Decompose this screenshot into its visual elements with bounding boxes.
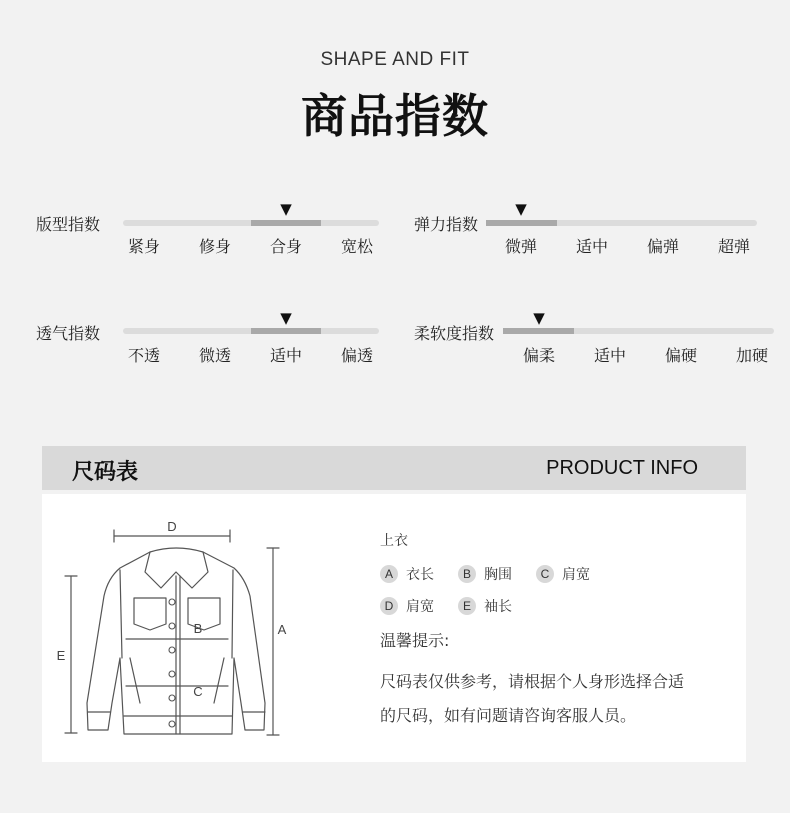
diagram-label-a: A <box>277 622 287 637</box>
breath-track <box>123 328 379 334</box>
diagram-label-c: C <box>193 684 203 699</box>
measure-badge: D <box>380 597 398 615</box>
measure-label: 袖长 <box>484 599 512 615</box>
breath-track-fill <box>251 328 321 334</box>
tips-title: 温馨提示: <box>380 631 450 650</box>
measure-item <box>380 596 434 616</box>
measure-label: 衣长 <box>406 567 434 583</box>
metric-elasticity <box>414 202 790 272</box>
tips-text <box>380 665 740 733</box>
softness-marker-icon: ▼ <box>533 309 545 327</box>
metric-label: 柔软度指数 <box>414 324 495 343</box>
breath-option: 不透 <box>127 346 161 365</box>
breath-option: 适中 <box>269 346 303 365</box>
size-chart-title: 尺码表 <box>72 460 139 485</box>
fit-marker-icon: ▼ <box>280 200 292 218</box>
diagram-label-b: B <box>193 621 203 636</box>
tips-line: 的尺码，如有问题请咨询客服人员。 <box>380 706 637 725</box>
product-info-label: PRODUCT INFO <box>546 457 698 479</box>
measure-label: 胸围 <box>484 567 512 583</box>
diagram-label-e: E <box>56 648 66 663</box>
size-chart-header <box>42 446 746 490</box>
measure-label: 肩宽 <box>406 599 434 615</box>
size-chart-panel <box>42 446 746 762</box>
softness-option: 偏硬 <box>664 346 698 365</box>
softness-option: 偏柔 <box>522 346 556 365</box>
measure-item <box>458 564 512 584</box>
elasticity-option: 微弹 <box>504 237 538 256</box>
metric-label: 版型指数 <box>36 215 101 234</box>
metric-breath <box>36 311 416 381</box>
fit-option: 合身 <box>269 237 303 256</box>
page-title: 商品指数 <box>301 89 489 143</box>
elasticity-track <box>486 220 757 226</box>
fit-track <box>123 220 379 226</box>
elasticity-option: 适中 <box>575 237 609 256</box>
metric-label: 透气指数 <box>36 324 101 343</box>
fit-option: 修身 <box>198 237 232 256</box>
elasticity-option: 超弹 <box>717 237 751 256</box>
fit-track-fill <box>251 220 321 226</box>
category-label: 上衣 <box>380 533 408 549</box>
breath-marker-icon: ▼ <box>280 309 292 327</box>
softness-option: 加硬 <box>735 346 769 365</box>
metric-softness <box>414 311 790 381</box>
metric-label: 弹力指数 <box>414 215 479 234</box>
metric-fit <box>36 202 416 272</box>
jacket-diagram <box>42 498 342 758</box>
size-info <box>380 530 740 733</box>
page-subtitle: SHAPE AND FIT <box>320 49 470 70</box>
fit-option: 紧身 <box>127 237 161 256</box>
measure-item <box>458 596 512 616</box>
breath-option: 偏透 <box>340 346 374 365</box>
tips-line: 尺码表仅供参考，请根据个人身形选择合适 <box>380 672 685 691</box>
measure-label: 肩宽 <box>562 567 590 583</box>
measure-badge: C <box>536 565 554 583</box>
measure-badge: E <box>458 597 476 615</box>
measure-row <box>380 564 740 584</box>
divider <box>42 490 746 494</box>
fit-option: 宽松 <box>340 237 374 256</box>
elasticity-option: 偏弹 <box>646 237 680 256</box>
softness-track <box>503 328 774 334</box>
measure-badge: B <box>458 565 476 583</box>
measure-item <box>380 564 434 584</box>
softness-option: 适中 <box>593 346 627 365</box>
elasticity-track-fill <box>486 220 557 226</box>
breath-option: 微透 <box>198 346 232 365</box>
diagram-label-d: D <box>167 519 177 534</box>
elasticity-marker-icon: ▼ <box>515 200 527 218</box>
measure-item <box>536 564 590 584</box>
jacket-illustration <box>42 498 342 758</box>
measure-row <box>380 596 740 616</box>
softness-track-fill <box>503 328 574 334</box>
measure-badge: A <box>380 565 398 583</box>
